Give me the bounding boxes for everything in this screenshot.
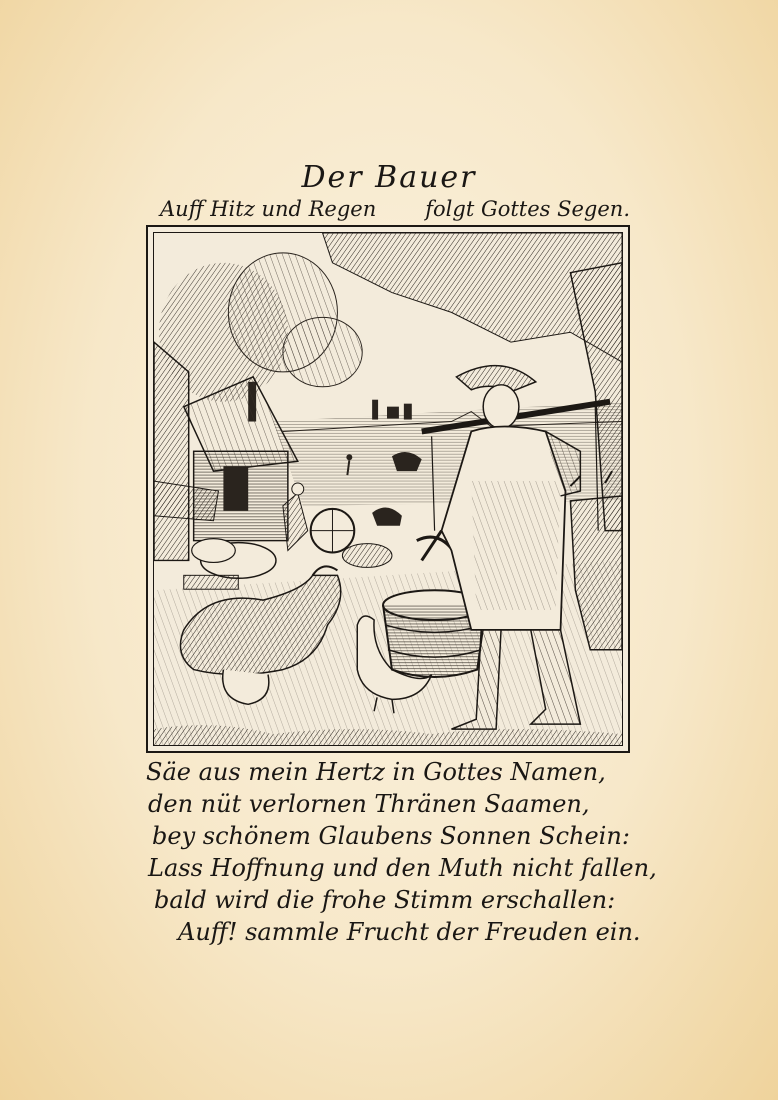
motto [160,197,630,221]
verse-line-6: Auff! sammle Frucht der Freuden ein. [178,918,641,946]
motto-right: folgt Gottes Segen. [425,197,630,221]
engraving-illustration [154,233,622,745]
engraving-plate [146,225,630,753]
verse-line-5: bald wird die frohe Stimm erschallen: [154,886,616,914]
print-title: Der Bauer [301,160,477,195]
engraving-frame [153,232,623,746]
verse-line-3: bey schönem Glaubens Sonnen Schein: [152,822,630,850]
motto-left: Auff Hitz und Regen [160,197,377,221]
verse-line-2: den nüt verlornen Thränen Saamen, [148,790,590,818]
verse-line-4: Lass Hoffnung und den Muth nicht fallen, [148,854,657,882]
verse [140,756,657,948]
verse-line-1: Säe aus mein Hertz in Gottes Namen, [146,758,606,786]
